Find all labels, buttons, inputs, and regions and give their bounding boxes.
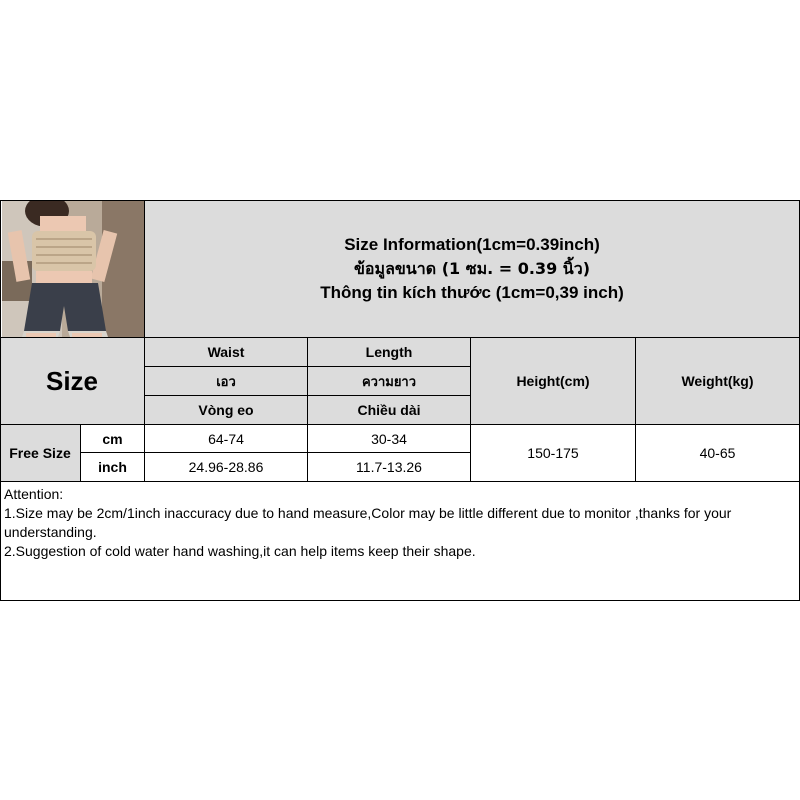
height-header	[471, 338, 635, 424]
grid-line	[307, 337, 308, 481]
unit-inch-cell	[81, 453, 144, 481]
length-inch-cell	[308, 453, 470, 481]
waist-label-th: เอว	[216, 374, 236, 390]
grid-line	[145, 395, 471, 396]
length-header-vi	[308, 396, 470, 424]
attention-note-1: 1.Size may be 2cm/1inch inaccuracy due to hand measure,Color may be little different due to monitor ,thanks for your understanding.	[4, 505, 732, 540]
unit-inch-label: inch	[98, 459, 127, 475]
attention-notes	[4, 485, 798, 597]
title-vietnamese: Thông tin kích thước (1cm=0,39 inch)	[320, 283, 624, 302]
grid-line	[470, 337, 471, 481]
length-inch-value: 11.7-13.26	[356, 459, 422, 475]
grid-line	[0, 337, 800, 338]
height-label: Height(cm)	[516, 373, 590, 389]
grid-line	[0, 600, 800, 601]
weight-label: Weight(kg)	[681, 373, 754, 389]
length-label-vi: Chiều dài	[357, 402, 421, 418]
waist-header-th	[145, 367, 307, 395]
free-size-cell	[0, 425, 80, 481]
attention-heading: Attention:	[4, 486, 64, 502]
length-cm-value: 30-34	[371, 430, 407, 447]
title-thai: ข้อมูลขนาด (1 ซม. = 0.39 นิ้ว)	[353, 259, 591, 278]
length-header-th	[308, 367, 470, 395]
title-english: Size Information(1cm=0.39inch)	[344, 235, 600, 254]
grid-line	[80, 424, 81, 481]
waist-cm-cell	[145, 425, 307, 452]
waist-inch-cell	[145, 453, 307, 481]
length-header-en	[308, 338, 470, 366]
size-column-header	[0, 338, 144, 424]
size-info-header	[145, 201, 799, 337]
waist-inch-value: 24.96-28.86	[188, 459, 264, 475]
grid-line	[144, 200, 145, 481]
waist-cm-value: 64-74	[208, 430, 244, 447]
grid-line	[145, 366, 471, 367]
length-label-th: ความยาว	[361, 374, 417, 390]
weight-value-cell	[636, 425, 799, 481]
attention-note-2: 2.Suggestion of cold water hand washing,it can help items keep their shape.	[4, 543, 476, 559]
waist-label-en: Waist	[207, 344, 245, 360]
waist-header-en	[145, 338, 307, 366]
length-cm-cell	[308, 425, 470, 452]
grid-line	[0, 200, 1, 601]
product-photo-art	[2, 201, 144, 337]
grid-line	[635, 337, 636, 481]
grid-line	[0, 200, 800, 201]
grid-line	[80, 452, 471, 453]
height-value-cell	[471, 425, 635, 481]
unit-cm-cell	[81, 425, 144, 452]
waist-label-vi: Vòng eo	[198, 402, 254, 418]
grid-line	[0, 424, 800, 425]
weight-value: 40-65	[699, 445, 736, 461]
free-size-label: Free Size	[9, 445, 71, 461]
height-value: 150-175	[527, 445, 579, 461]
waist-header-vi	[145, 396, 307, 424]
product-photo	[2, 201, 144, 337]
grid-line	[0, 481, 800, 482]
length-label-en: Length	[365, 344, 413, 360]
size-label: Size	[45, 365, 99, 396]
unit-cm-label: cm	[102, 430, 123, 447]
weight-header	[636, 338, 799, 424]
